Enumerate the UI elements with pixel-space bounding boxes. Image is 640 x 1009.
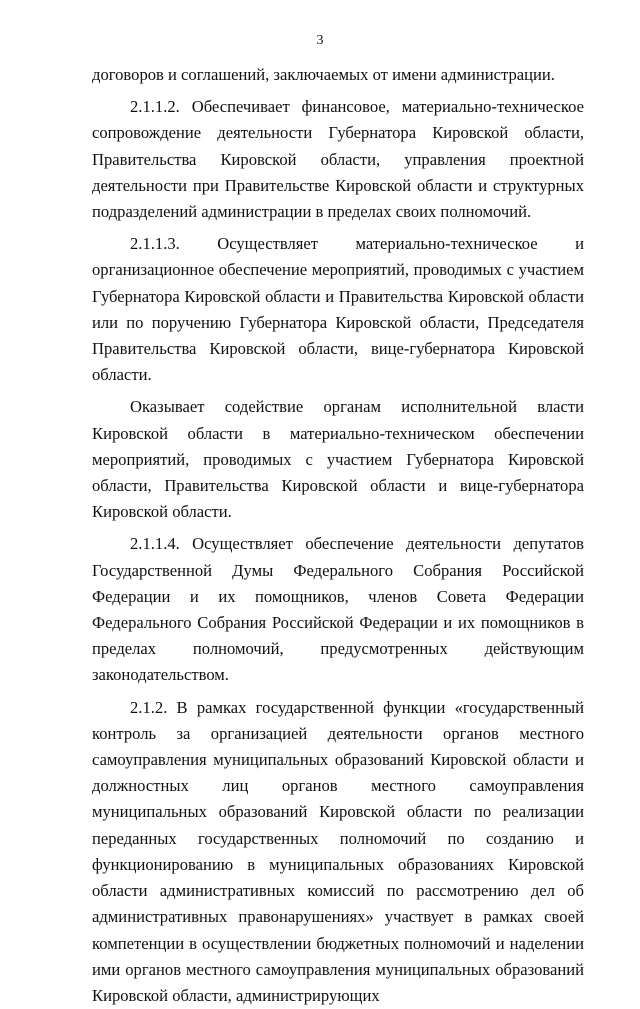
page-number: 3 [316,33,324,48]
paragraph-continuation: договоров и соглашений, заключаемых от имени администрации. [92,65,555,84]
paragraph-2-1-2: 2.1.2. В рамках государственной функции «государственный контроль за организацией деятельности органов местного самоуправления муниципальных образований Кировской области и должностных лиц органов местного самоуправления муниципальных образований Кировской области по реализации переданных государственных полномочий по созданию и функционированию в муниципальных образованиях Кировской области административных комиссий по рассмотрению дел об административных правонарушениях» участвует в рамках своей компетенции в осуществлении бюджетных полномочий и наделении ими органов местного самоуправления муниципальных образований Кировской области, администрирующих [92,697,584,1005]
paragraph-assistance: Оказывает содействие органам исполнительной власти Кировской области в материально-техническом обеспечении мероприятий, проводимых с участием Губернатора Кировской области, Правительства Кировской области и вице-губернатора Кировской области. [92,397,584,522]
paragraph-2-1-1-4: 2.1.1.4. Осуществляет обеспечение деятельности депутатов Государственной Думы Федерального Собрания Российской Федерации и их помощников, членов Совета Федерации Федерального Собрания Российской Федерации и их помощников в пределах полномочий, предусмотренных действующим законодательством. [92,534,584,685]
paragraph-2-1-1-3: 2.1.1.3. Осуществляет материально-техническое и организационное обеспечение мероприятий, проводимых с участием Губернатора Кировской области и Правительства Кировской области или по поручению Губернатора Кировской области, Председателя Правительства Кировской области, вице-губернатора Кировской области. [92,234,584,385]
paragraph-2-1-1-2: 2.1.1.2. Обеспечивает финансовое, материально-техническое сопровождение деятельности Губернатора Кировской области, Правительства Кировской области, управления проектной деятельности при Правительстве Кировской области и структурных подразделений администрации в пределах своих полномочий. [92,97,584,222]
document-body [92,62,584,1009]
